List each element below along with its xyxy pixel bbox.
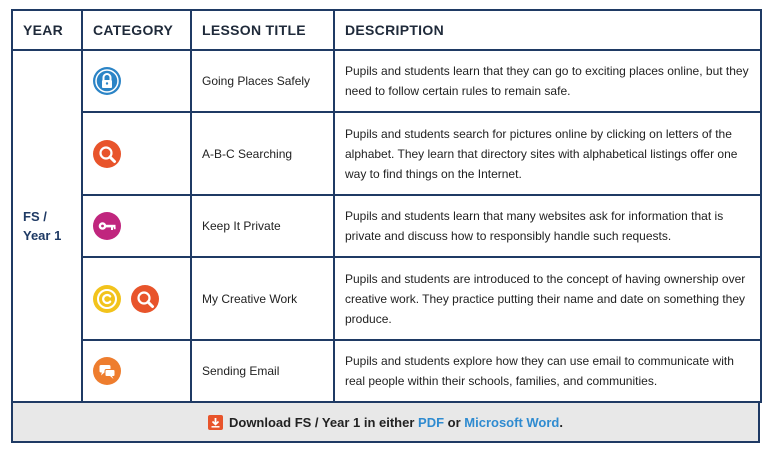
chat-bubbles-icon (93, 357, 121, 385)
category-cell (82, 257, 191, 340)
word-download-link[interactable]: Microsoft Word (464, 414, 560, 430)
magnifier-icon (131, 285, 159, 313)
copyright-icon (93, 285, 121, 313)
description-cell: Pupils and students search for pictures online by clicking on letters of the alphabet. They learn that directory sites with alphabetical listings offer one way to find things on the Internet. (334, 112, 761, 195)
key-icon (93, 212, 121, 240)
download-footer (11, 403, 760, 443)
table-row (12, 50, 761, 112)
lesson-title-cell: A-B-C Searching (191, 112, 334, 195)
lesson-plan-container (11, 9, 760, 443)
header-year: YEAR (12, 10, 82, 50)
category-cell (82, 195, 191, 257)
download-icon[interactable] (208, 415, 223, 430)
lessons-table (11, 9, 762, 403)
description-cell: Pupils and students explore how they can use email to communicate with real people within their schools, families, and communities. (334, 340, 761, 402)
download-suffix-text: . (559, 414, 563, 430)
download-middle-text: or (447, 414, 461, 430)
category-cell (82, 340, 191, 402)
header-description: DESCRIPTION (334, 10, 761, 50)
description-cell: Pupils and students learn that they can go to exciting places online, but they need to follow certain rules to remain safe. (334, 50, 761, 112)
year-line-2: Year 1 (23, 228, 62, 243)
category-cell (82, 112, 191, 195)
category-cell (82, 50, 191, 112)
lesson-title-cell: My Creative Work (191, 257, 334, 340)
header-category: CATEGORY (82, 10, 191, 50)
table-row (12, 257, 761, 340)
year-cell (12, 50, 82, 402)
download-prefix-text: Download FS / Year 1 in either (228, 414, 415, 430)
table-row (12, 195, 761, 257)
lesson-title-cell: Keep It Private (191, 195, 334, 257)
description-cell: Pupils and students are introduced to the concept of having ownership over creative work. They practice putting their name and date on something they produce. (334, 257, 761, 340)
lock-icon (93, 67, 121, 95)
table-row (12, 112, 761, 195)
table-header-row (12, 10, 761, 50)
magnifier-icon (93, 140, 121, 168)
header-lesson-title: LESSON TITLE (191, 10, 334, 50)
lesson-title-cell: Going Places Safely (191, 50, 334, 112)
lesson-title-cell: Sending Email (191, 340, 334, 402)
table-row (12, 340, 761, 402)
description-cell: Pupils and students learn that many websites ask for information that is private and discuss how to responsibly handle such requests. (334, 195, 761, 257)
pdf-download-link[interactable]: PDF (418, 414, 445, 430)
year-line-1: FS / (23, 209, 47, 224)
